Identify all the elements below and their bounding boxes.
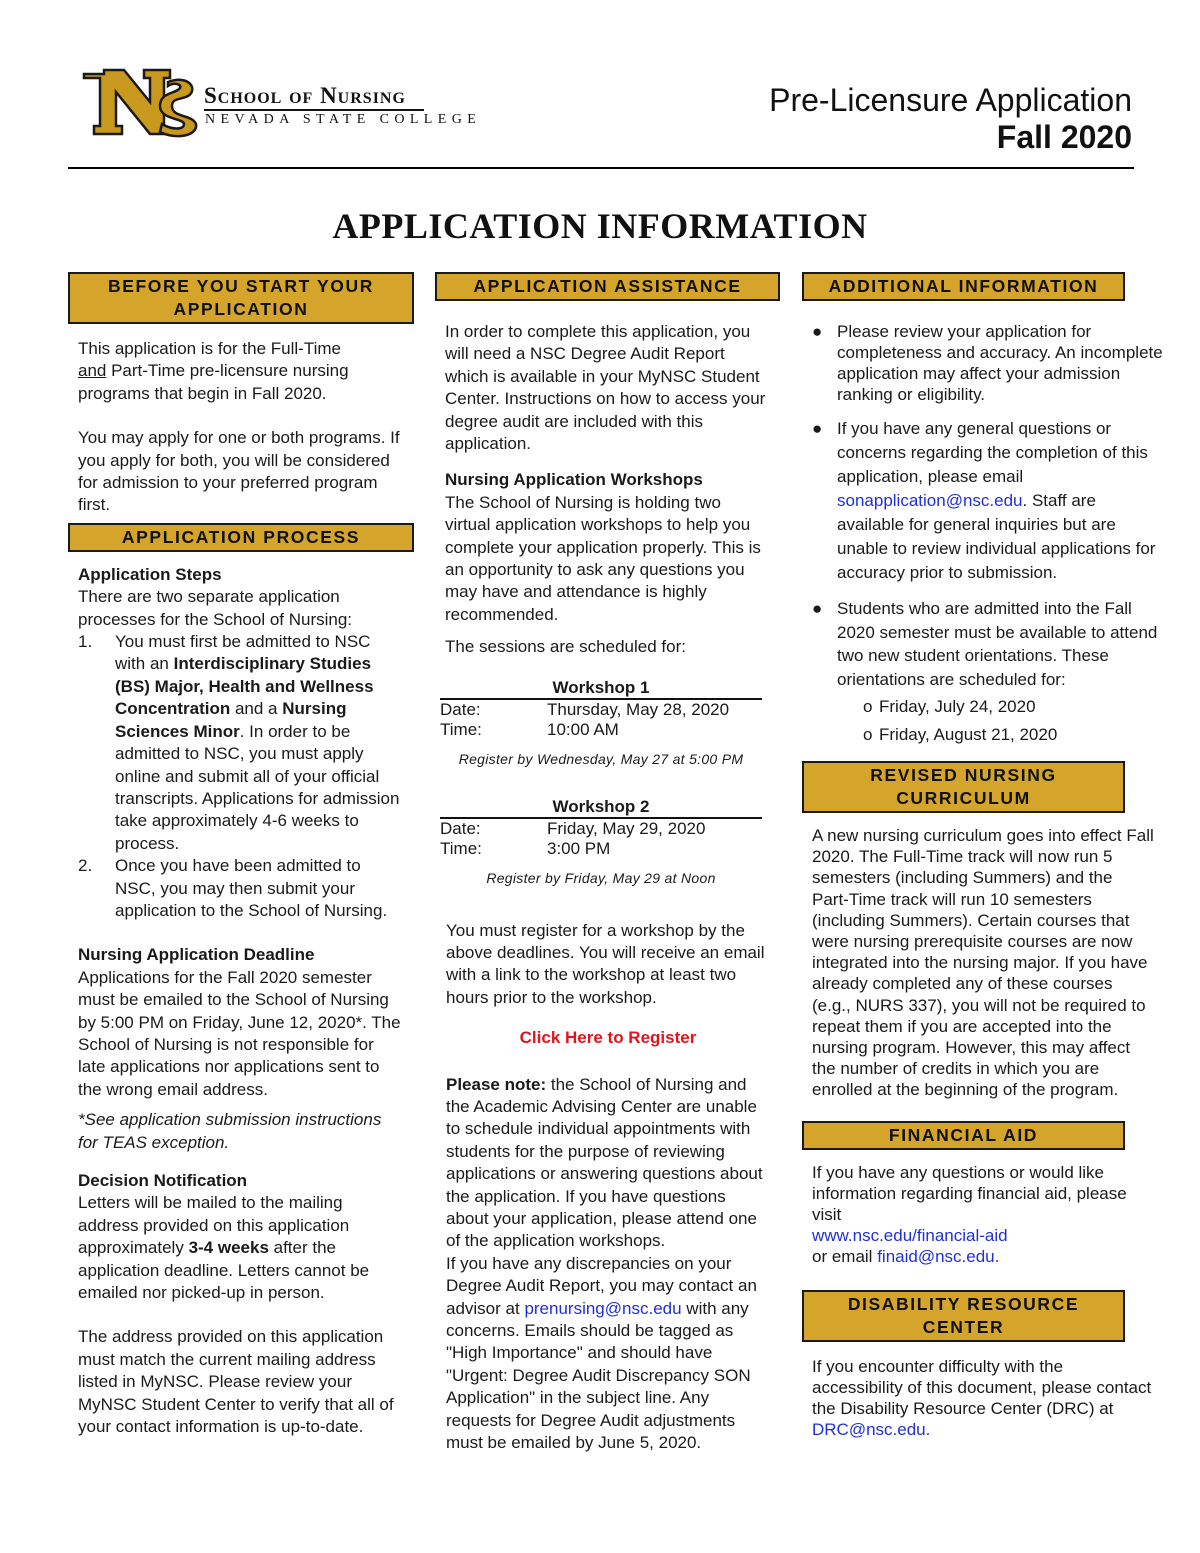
bullet3-text: Students who are admitted into the Fall 2020 semester must be available to attend two new student orientations. These orientations are scheduled for: bbox=[837, 599, 1158, 689]
before-paragraph-2: You may apply for one or both programs. If you apply for both, you will be considered for admission to your preferred program first. bbox=[78, 428, 400, 515]
address-text: The address provided on this application must match the current mailing address listed in MyNSC. Please review your MyNSC Student Center to verify that all of your contact information is up-to-date. bbox=[78, 1327, 394, 1437]
before-p1-and: and bbox=[78, 361, 107, 381]
deadline-text: Applications for the Fall 2020 semester must be emailed to the School of Nursing by 5:00 PM on Friday, June 12, 2020*. The School of Nursing is not responsible for late applications nor applications sent to the wrong email address. bbox=[78, 967, 401, 1099]
step1-text-d: Nursing Sciences Minor bbox=[115, 699, 347, 741]
discrepancy-paragraph bbox=[446, 1253, 770, 1455]
section-heading-additional-information: ADDITIONAL INFORMATION bbox=[802, 272, 1125, 301]
disability-end-punct: . bbox=[925, 1420, 931, 1440]
application-title: Pre-Licensure Application bbox=[769, 82, 1132, 118]
date-label: Date: bbox=[440, 819, 481, 839]
section-heading-financial-aid: FINANCIAL AID bbox=[802, 1121, 1125, 1150]
register-section bbox=[435, 920, 780, 1455]
workshop-title: Workshop 2 bbox=[440, 796, 762, 819]
sonapplication-email-link[interactable]: sonapplication@nsc.edu bbox=[837, 491, 1023, 510]
financial-end-punct: . bbox=[994, 1247, 1000, 1267]
financial-aid-url-link[interactable]: www.nsc.edu/financial-aid bbox=[812, 1226, 1008, 1246]
section-heading-revised-curriculum: REVISED NURSING CURRICULUM bbox=[802, 761, 1125, 813]
workshop-title: Workshop 1 bbox=[440, 677, 762, 700]
disability-text: If you encounter difficulty with the accessibility of this document, please contact the Disability Resource Center (DRC) at bbox=[812, 1356, 1152, 1419]
list-item bbox=[812, 417, 1164, 585]
bullet-icon: ● bbox=[812, 419, 823, 438]
section-heading-disability-resource-center: DISABILITY RESOURCE CENTER bbox=[802, 1290, 1125, 1342]
before-p1-b: Part-Time pre-licensure nursing programs that begin in Fall 2020. bbox=[78, 361, 349, 403]
date-label: Date: bbox=[440, 699, 481, 719]
section-heading-application-process: APPLICATION PROCESS bbox=[68, 523, 414, 552]
page-header bbox=[68, 56, 1134, 169]
list-item bbox=[78, 855, 404, 922]
assistance-text: In order to complete this application, you will need a NSC Degree Audit Report which is available in your MyNSC Student Center. Instructions on how to access your degree audit are included with this application. bbox=[445, 322, 766, 454]
disability-section bbox=[802, 1356, 1164, 1441]
list-item bbox=[837, 693, 1164, 721]
bullet2-text-b: . Staff are available for general inquiries but are unable to review individual applications for accuracy prior to submission. bbox=[837, 491, 1156, 582]
circle-bullet-icon: o bbox=[863, 725, 873, 744]
note-label: Please note: bbox=[446, 1074, 547, 1094]
before-section-body bbox=[68, 338, 414, 517]
step1-text-a: You must first be admitted to NSC with an bbox=[115, 632, 371, 674]
column-right bbox=[802, 272, 1164, 1440]
process-section-body bbox=[68, 564, 414, 1439]
steps-heading: Application Steps bbox=[78, 564, 222, 584]
section-heading-before-you-start: BEFORE YOU START YOUR APPLICATION bbox=[68, 272, 414, 324]
list-item bbox=[812, 597, 1164, 749]
financial-aid-text: If you have any questions or would like information regarding financial aid, please visit bbox=[812, 1162, 1127, 1225]
step2-text: Once you have been admitted to NSC, you may then submit your application to the School of Nursing. bbox=[115, 856, 388, 920]
list-item bbox=[837, 721, 1164, 749]
bullet-icon: ● bbox=[812, 322, 823, 341]
workshops-text: The School of Nursing is holding two virtual application workshops to help you complete your application properly. This is an opportunity to ask any questions you may have and attendance is highly recommended. bbox=[445, 492, 761, 624]
note-paragraph bbox=[446, 1074, 770, 1253]
additional-info-list bbox=[802, 321, 1164, 749]
column-middle bbox=[435, 272, 780, 1454]
workshop-register-deadline: Register by Friday, May 29 at Noon bbox=[486, 870, 716, 887]
workshop-1 bbox=[435, 677, 780, 770]
page-title: APPLICATION INFORMATION bbox=[332, 206, 868, 246]
discrepancy-text-b: with any concerns. Emails should be tagged as "High Importance" and should have "Urgent: Degree Audit Discrepancy SON Application" in the subject line. Any requests for Degree Audit adjustments must be emailed by June 5, 2020. bbox=[446, 1298, 751, 1453]
decision-text-a: Letters will be mailed to the mailing address provided on this application approximately bbox=[78, 1193, 350, 1258]
time-value: 10:00 AM bbox=[547, 719, 619, 739]
revised-curriculum-text: A new nursing curriculum goes into effect Fall 2020. The Full-Time track will now run 5 semesters (including Summers) and the Part-Time track will run 10 semesters (including Summers). Certain courses that were nursing prerequisite courses are now integrated into the nursing major. If you have already completed any of these courses (e.g., NURS 337), you will not be required to repeat them if you are accepted into the nursing program. However, this may affect the number of credits in which you are enrolled at the beginning of the program. bbox=[812, 826, 1154, 1100]
step1-text-c: and a bbox=[230, 699, 283, 719]
decision-heading: Decision Notification bbox=[78, 1171, 248, 1190]
application-term: Fall 2020 bbox=[996, 119, 1132, 155]
bullet-icon: ● bbox=[812, 599, 823, 618]
workshop-date-row bbox=[440, 700, 778, 720]
orientation-date: Friday, July 24, 2020 bbox=[879, 697, 1036, 716]
circle-bullet-icon: o bbox=[863, 697, 873, 716]
list-item bbox=[812, 321, 1164, 405]
step1-text-b: Interdisciplinary Studies (BS) Major, Health and Wellness Concentration bbox=[115, 654, 374, 719]
time-label: Time: bbox=[440, 839, 482, 859]
orientation-date: Friday, August 21, 2020 bbox=[879, 725, 1058, 744]
decision-text bbox=[78, 1192, 404, 1304]
nsc-logo bbox=[80, 64, 200, 142]
finaid-email-link[interactable]: finaid@nsc.edu bbox=[877, 1247, 995, 1267]
step-number: 2. bbox=[78, 856, 93, 876]
college-name: NEVADA STATE COLLEGE bbox=[205, 112, 482, 127]
workshop-time-row bbox=[440, 839, 778, 859]
decision-text-b: 3-4 weeks bbox=[188, 1238, 269, 1258]
before-p1-a: This application is for the Full-Time bbox=[78, 339, 341, 358]
note-text: the School of Nursing and the Academic Advising Center are unable to schedule individual appointments with students for the purpose of reviewing applications or answering questions about the application. If you have questions about your application, please attend one of the application workshops. bbox=[446, 1074, 763, 1251]
decision-text-c: after the application deadline. Letters cannot be emailed nor picked-up in person. bbox=[78, 1238, 370, 1303]
date-value: Friday, May 29, 2020 bbox=[547, 819, 706, 839]
list-item bbox=[78, 631, 404, 855]
register-link[interactable]: Click Here to Register bbox=[519, 1028, 697, 1048]
step1-text-e: . In order to be admitted to NSC, you must apply online and submit all of your official transcripts. Applications for admission take approximately 4-6 weeks to process. bbox=[115, 721, 400, 853]
deadline-note: *See application submission instructions for TEAS exception. bbox=[78, 1110, 382, 1152]
prenursing-email-link[interactable]: prenursing@nsc.edu bbox=[524, 1298, 682, 1318]
workshops-heading: Nursing Application Workshops bbox=[445, 470, 703, 490]
date-value: Thursday, May 28, 2020 bbox=[547, 699, 730, 719]
bullet1-text: Please review your application for completeness and accuracy. An incomplete application may affect your admission ranking or eligibility. bbox=[837, 322, 1163, 404]
assistance-section-body bbox=[435, 321, 780, 659]
drc-email-link[interactable]: DRC@nsc.edu bbox=[812, 1420, 926, 1440]
section-heading-application-assistance: APPLICATION ASSISTANCE bbox=[435, 272, 780, 301]
time-value: 3:00 PM bbox=[547, 839, 611, 859]
workshop-register-deadline: Register by Wednesday, May 27 at 5:00 PM bbox=[458, 750, 744, 767]
workshop-time-row bbox=[440, 720, 778, 740]
workshop-2 bbox=[435, 796, 780, 889]
before-paragraph-1 bbox=[78, 338, 404, 405]
financial-aid-email-line bbox=[812, 1246, 1154, 1267]
financial-or-text: or email bbox=[812, 1247, 878, 1267]
step-number: 1. bbox=[78, 632, 93, 652]
workshop-date-row bbox=[440, 819, 778, 839]
steps-list bbox=[78, 631, 404, 922]
sessions-intro: The sessions are scheduled for: bbox=[445, 637, 686, 657]
school-name: School of Nursing bbox=[204, 83, 424, 111]
deadline-heading: Nursing Application Deadline bbox=[78, 945, 315, 965]
orientations-list bbox=[837, 693, 1164, 749]
steps-intro: There are two separate application processes for the School of Nursing: bbox=[78, 587, 353, 629]
column-left bbox=[68, 272, 414, 1438]
bullet2-text-a: If you have any general questions or concerns regarding the completion of this application, please email bbox=[837, 419, 1148, 486]
register-text: You must register for a workshop by the above deadlines. You will receive an email with a link to the workshop at least two hours prior to the workshop. bbox=[446, 920, 765, 1007]
financial-aid-section bbox=[802, 1162, 1164, 1268]
time-label: Time: bbox=[440, 719, 482, 739]
discrepancy-text-a: If you have any discrepancies on your Degree Audit Report, you may contact an advisor at bbox=[446, 1253, 757, 1318]
